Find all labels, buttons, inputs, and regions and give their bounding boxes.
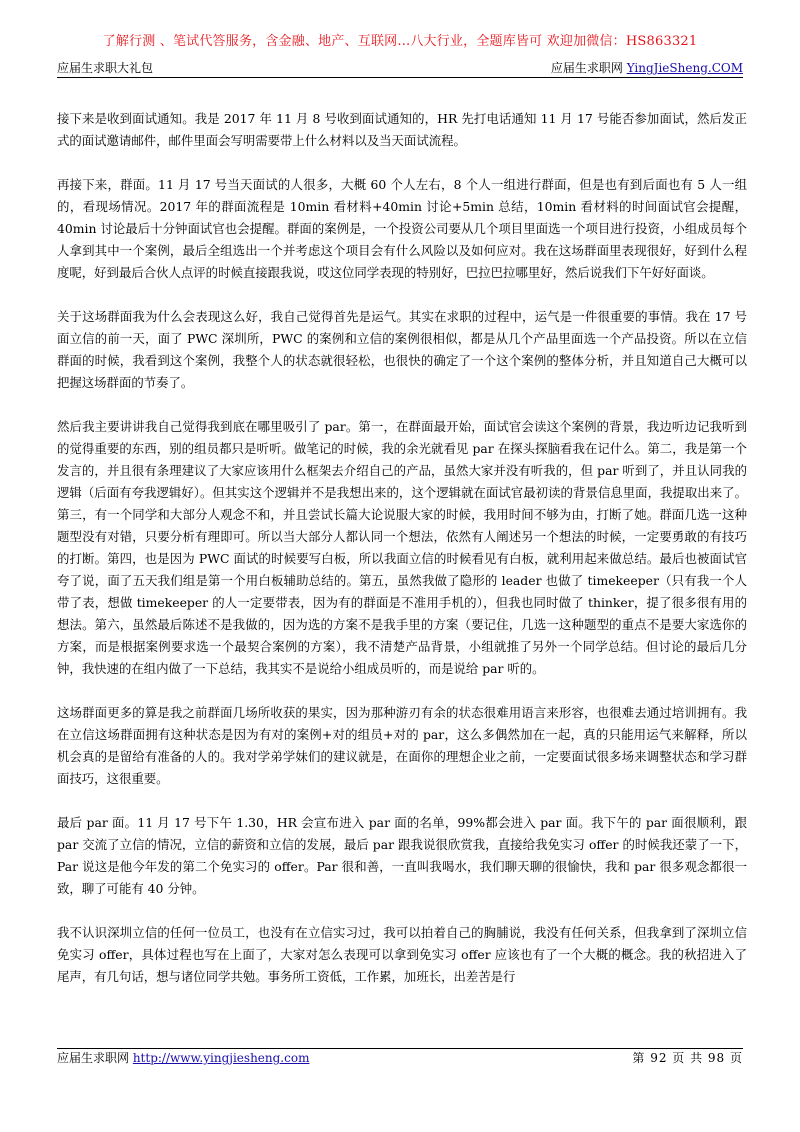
paragraph: 我不认识深圳立信的任何一位员工，也没有在立信实习过，我可以拍着自己的胸脯说，我没有任何关系，但我拿到了深圳立信免实习 offer，具体过程也写在上面了，大家对怎么表现可以拿到免实习 offer 应该也有了一个大概的概念。我的秋招进入了尾声，有几句话，想与诸位同学共勉。事务所工资低，工作累，加班长，出差苦是行: [57, 925, 747, 984]
paragraph: 最后 par 面。11 月 17 号下午 1.30，HR 会宣布进入 par 面的名单，99%都会进入 par 面。我下午的 par 面很顺利，跟 par 交流了立信的情况，立信的薪资和立信的发展，最后 par 跟我说很欣赏我，直接给我免实习 offer 的时候我还蒙了一下，Par 说这是他今年发的第二个免实习的 offer。Par 很和善，一直叫我喝水，我们聊天聊的很愉快，我和 par 很多观念都很一致，聊了可能有 40 分钟。: [57, 815, 747, 896]
paragraph: 接下来是收到面试通知。我是 2017 年 11 月 8 号收到面试通知的，HR 先打电话通知 11 月 17 号能否参加面试，然后发正式的面试邀请邮件，邮件里面会写明需要带上什么材料以及当天面试流程。: [57, 111, 747, 148]
header-title: 应届生求职大礼包: [57, 61, 154, 75]
page-header: [57, 58, 743, 78]
promo-banner: 了解行测 、笔试代答服务，含金融、地产、互联网...八大行业，全题库皆可 欢迎加微信：HS863321: [102, 34, 698, 49]
paragraph: 关于这场群面我为什么会表现这么好，我自己觉得首先是运气。其实在求职的过程中，运气是一件很重要的事情。我在 17 号面立信的前一天，面了 PWC 深圳所，PWC 的案例和立信的案例很相似，都是从几个产品里面选一个产品投资。所以在立信群面的时候，我看到这个案例，我整个人的状态就很轻松，也很快的确定了一个这个案例的整体分析，并且知道自己大概可以把握这场群面的节奏了。: [57, 309, 747, 390]
header-divider: [57, 77, 743, 78]
paragraph: 再接下来，群面。11 月 17 号当天面试的人很多，大概 60 个人左右，8 个人一组进行群面，但是也有到后面也有 5 人一组的，看现场情况。2017 年的群面流程是 10min 看材料+40min 讨论+5min 总结，10min 看材料的时间面试官会提醒，40min 讨论最后十分钟面试官也会提醒。群面的案例是，一个投资公司要从几个项目里面选一个项目进行投资，小组成员每个人拿到其中一个案例，最后全组选出一个并考虑这个项目会有什么风险以及如何应对。我在这场群面里表现很好，好到什么程度呢，好到最后合伙人点评的时候直接跟我说，哎这位同学表现的特别好，巴拉巴拉哪里好，然后说我们下午好好面谈。: [57, 177, 747, 280]
footer-site-label: 应届生求职网: [57, 1051, 133, 1065]
header-site-label: 应届生求职网: [550, 61, 627, 75]
footer-site-link[interactable]: http://www.yingjiesheng.com: [132, 1051, 310, 1065]
header-site-link[interactable]: YingJieSheng.COM: [626, 61, 743, 75]
header-site: [551, 60, 743, 76]
footer-divider: [57, 1048, 743, 1049]
page-number: 第 92 页 共 98 页: [632, 1051, 743, 1065]
document-body: [57, 108, 747, 1010]
paragraph: 然后我主要讲讲我自己觉得我到底在哪里吸引了 par。第一，在群面最开始，面试官会读这个案例的背景，我边听边记我听到的觉得重要的东西，别的组员都只是听听。做笔记的时候，我的余光就看见 par 在探头探脑看我在记什么。第二，我是第一个发言的，并且很有条理建议了大家应该用什么框架去介绍自己的产品，虽然大家并没有听我的，但 par 听到了，并且认同我的逻辑（后面有夸我逻辑好）。但其实这个逻辑并不是我想出来的，这个逻辑就在面试官最初读的背景信息里面，我提取出来了。第三，有一个同学和大部分人观念不和，并且尝试长篇大论说服大家的时候，我用时间不够为由，打断了她。群面几选一这种题型没有对错，只要分析有理即可。所以当大部分人都认同一个想法，依然有人阐述另一个想法的时候，一定要勇敢的有技巧的打断。第四，也是因为 PWC 面试的时候要写白板，所以我面立信的时候看见有白板，就利用起来做总结。最后也被面试官夸了说，面了五天我们组是第一个用白板辅助总结的。第五，虽然我做了隐形的 leader 也做了 timekeeper（只有我一个人带了表，想做 timekeeper 的人一定要带表，因为有的群面是不准用手机的），但我也同时做了 thinker，提了很多很有用的想法。第六，虽然最后陈述不是我做的，因为选的方案不是我手里的方案（要记住，几选一这种题型的重点不是要大家选你的方案，而是根据案例要求选一个最契合案例的方案），我不清楚产品背景，小组就推了另外一个同学总结。但讨论的最后几分钟，我快速的在组内做了一下总结，我其实不是说给小组成员听的，而是说给 par 听的。: [57, 419, 747, 676]
footer-site: [57, 1050, 309, 1066]
paragraph: 这场群面更多的算是我之前群面几场所收获的果实，因为那种游刃有余的状态很难用语言来形容，也很难去通过培训拥有。我在立信这场群面拥有这种状态是因为有对的案例+对的组员+对的 par，这么多偶然加在一起，真的只能用运气来解释，所以机会真的是留给有准备的人的。我对学弟学妹们的建议就是，在面你的理想企业之前，一定要面试很多场来调整状态和学习群面技巧，这很重要。: [57, 705, 747, 786]
